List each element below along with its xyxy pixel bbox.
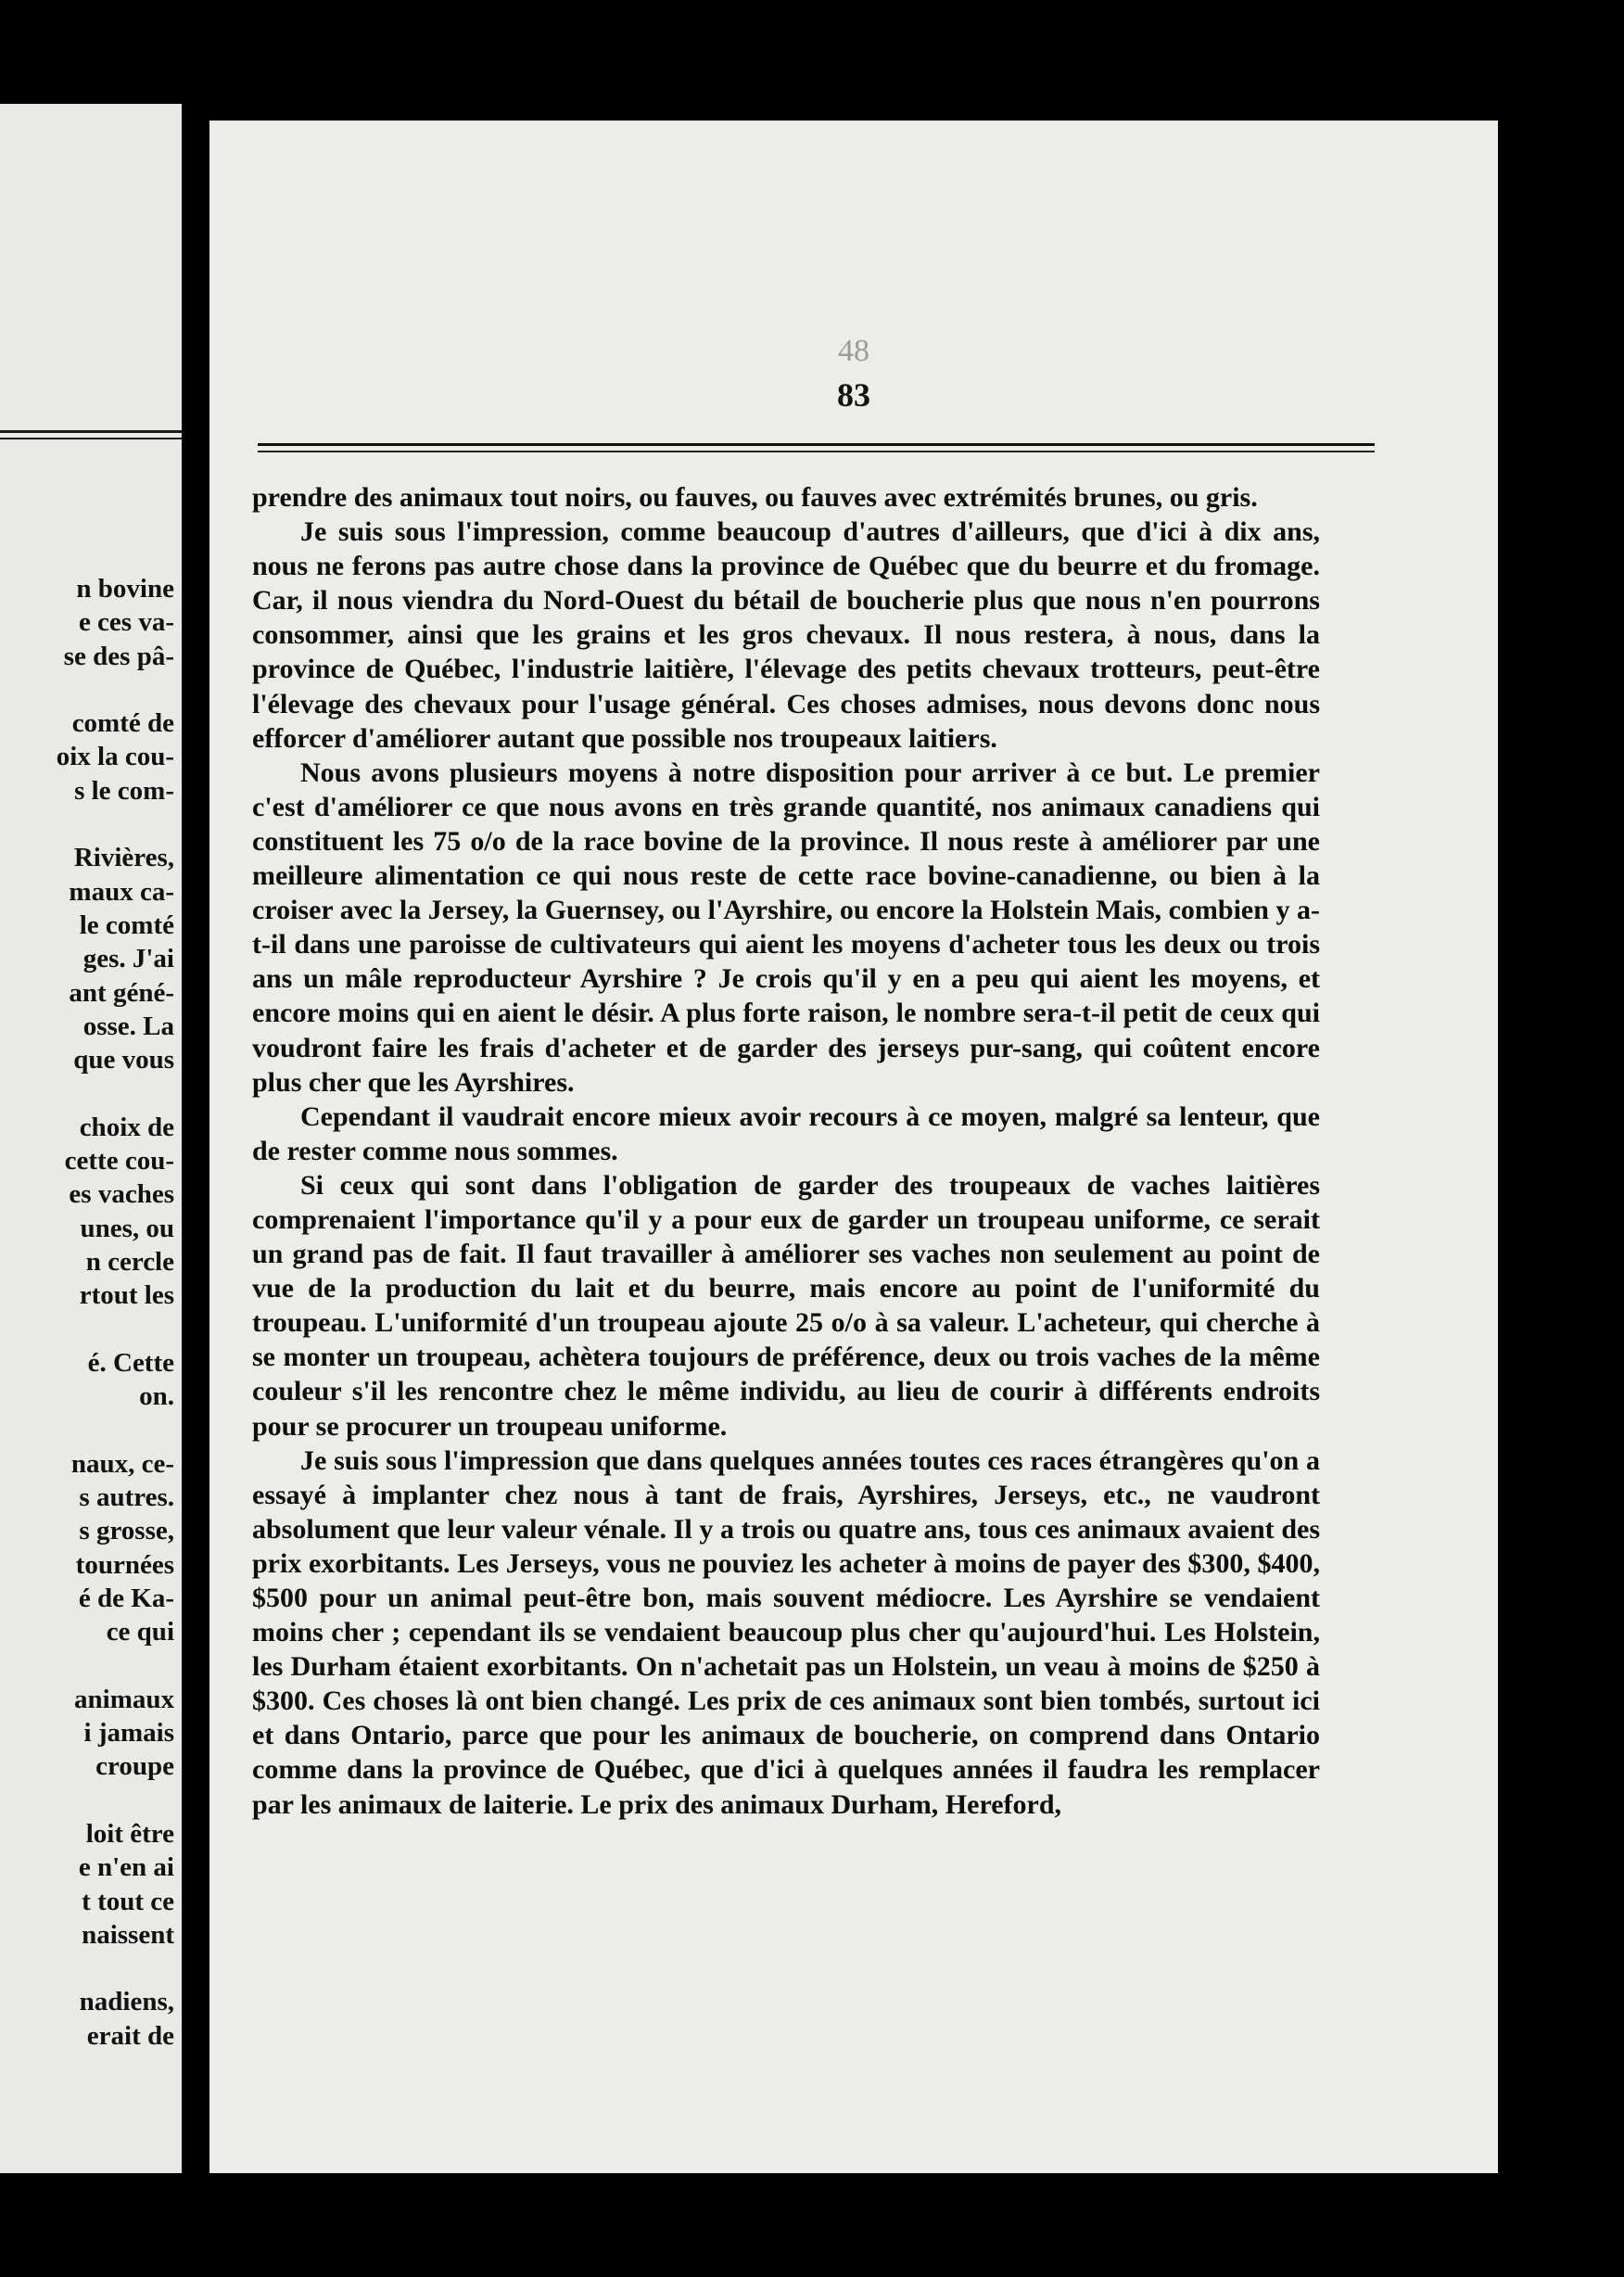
- left-page-line: erait de: [86, 2020, 174, 2051]
- left-page-line: s grosse,: [79, 1516, 174, 1546]
- left-page-line: croupe: [95, 1751, 174, 1782]
- left-page-line: [0, 808, 174, 841]
- left-page-line: [0, 673, 174, 706]
- left-page-line: nadiens,: [79, 1987, 174, 2017]
- left-page-line: [0, 1952, 174, 1985]
- left-page-line: tournées: [75, 1549, 174, 1580]
- left-page-line: é de Ka-: [78, 1583, 174, 1613]
- left-page-rule: [0, 438, 182, 439]
- paragraph: Nous avons plusieurs moyens à notre disposition pour arriver à ce but. Le premier c'est d'améliorer ce que nous avons en très grande quantité, nos animaux canadiens qui constituent les 75 o/o de la race bovine de la province. Il nous reste à améliorer par une meilleure alimentation ce qui nous reste de cette race bovine-canadienne, ou bien à la croiser avec la Jersey, la Guernsey, ou l'Ayrshire, ou encore la Holstein Mais, combien y a-t-il dans une paroisse de cultivateurs qui aient les moyens d'acheter tous les deux ou trois ans un mâle reproducteur Ayrshire ? Je crois qu'il y en a peu qui aient les moyens, et encore moins qui en aient le désir. A plus forte raison, le nombre sera-t-il petit de ceux qui voudront faire les frais d'acheter et de garder des jerseys pur-sang, qui coûtent encore plus cher que les Ayrshires.: [252, 757, 1320, 1098]
- left-page-line: le comté: [79, 910, 174, 940]
- faint-folio-number: 48: [838, 334, 869, 368]
- left-page-line: s autres.: [79, 1482, 174, 1513]
- body-text: [252, 480, 1320, 1822]
- left-page-line: loit être: [85, 1818, 174, 1849]
- paragraph: Je suis sous l'impression que dans quelques années toutes ces races étrangères qu'on a essayé à implanter chez nous à tant de frais, Ayrshires, Jerseys, etc., ne vaudront absolument que leur valeur vénale. Il y a trois ou quatre ans, tous ces animaux avaient des prix exorbitants. Les Jerseys, vous ne pouviez les acheter à moins de payer des $300, $400, $500 pour un animal peut-être bon, mais souvent médiocre. Les Ayrshire se vendaient moins cher ; cependant ils se vendaient beaucoup plus cher qu'aujourd'hui. Les Holstein, les Durham étaient exorbitants. On n'achetait pas un Holstein, un veau à moins de $250 à $300. Ces choses là ont bien changé. Les prix de ces animaux sont bien tombés, surtout ici et dans Ontario, parce que pour les animaux de boucherie, on comprend dans Ontario comme dans la province de Québec, que d'ici à quelques années il faudra les remplacer par les animaux de laiterie. Le prix des animaux Durham, Hereford,: [252, 1444, 1320, 1820]
- left-page-line: n bovine: [76, 574, 174, 604]
- page-number: 83: [837, 376, 870, 413]
- paragraph: Si ceux qui sont dans l'obligation de garder des troupeaux de vaches laitières comprenaient l'importance qu'il y a pour eux de garder un troupeau uniforme, ce serait un grand pas de fait. Il faut travailler à améliorer ses vaches non seulement au point de vue de la production du lait et du beurre, mais encore au point de l'uniformité du troupeau. L'uniformité d'un troupeau ajoute 25 o/o à sa valeur. L'acheteur, qui cherche à se monter un troupeau, achètera toujours de préférence, deux ou trois vaches de la même couleur s'il les rencontre chez le même individu, au lieu de courir à différents endroits pour se procurer un troupeau uniforme.: [252, 1169, 1320, 1442]
- left-page-line: naux, ce-: [70, 1448, 174, 1479]
- left-page-line: animaux: [74, 1684, 174, 1714]
- header-rule: [258, 451, 1375, 452]
- header-rule: [258, 443, 1375, 446]
- paragraph: Cependant il vaudrait encore mieux avoir recours à ce moyen, malgré sa lenteur, que de rester comme nous sommes.: [252, 1100, 1320, 1166]
- left-page-line: on.: [139, 1381, 174, 1412]
- left-page-line: Rivières,: [73, 843, 174, 873]
- left-page-line: cette cou-: [64, 1146, 174, 1177]
- left-page-line: naissent: [82, 1919, 174, 1950]
- left-page-line: oix la cou-: [56, 742, 174, 772]
- left-page-line: é. Cette: [87, 1347, 174, 1378]
- left-page-line: comté de: [71, 708, 174, 739]
- left-page-line: maux ca-: [69, 876, 174, 907]
- left-page-line: unes, ou: [80, 1213, 174, 1243]
- left-page-line: choix de: [79, 1112, 174, 1142]
- left-page-line: n cercle: [85, 1246, 174, 1277]
- adjacent-page-left: [0, 104, 182, 2173]
- scan-border: [0, 2173, 1624, 2277]
- left-page-line: [0, 1076, 174, 1110]
- left-page-line: e ces va-: [78, 607, 174, 638]
- left-page-line: [0, 1649, 174, 1683]
- left-page-line: ce qui: [106, 1617, 174, 1647]
- left-page-line: rtout les: [79, 1280, 174, 1311]
- left-page-line: es vaches: [69, 1179, 174, 1210]
- left-page-line: e n'en ai: [78, 1852, 174, 1883]
- left-page-line: se des pâ-: [63, 641, 174, 671]
- left-page-line: que vous: [73, 1045, 174, 1075]
- left-page-line: t tout ce: [82, 1886, 174, 1916]
- left-page-line: s le com-: [74, 775, 174, 806]
- left-page-line: [0, 1784, 174, 1817]
- book-gutter: [182, 104, 209, 2173]
- paragraph: prendre des animaux tout noirs, ou fauves, ou fauves avec extrémités brunes, ou gris.: [252, 482, 1258, 513]
- left-page-line: i jamais: [83, 1718, 174, 1749]
- left-page-line: ant géné-: [69, 977, 174, 1008]
- left-page-text: [0, 572, 174, 2053]
- left-page-rule: [0, 430, 182, 433]
- left-page-line: [0, 1413, 174, 1446]
- left-page-line: [0, 1313, 174, 1346]
- left-page-line: ges. J'ai: [82, 944, 174, 974]
- paragraph: Je suis sous l'impression, comme beaucoup d'autres d'ailleurs, que d'ici à dix ans, nous ne ferons pas autre chose dans la province de Québec que du beurre et du fromage. Car, il nous viendra du Nord-Ouest du bétail de boucherie plus que nous n'en pourrons consommer, ainsi que les grains et les gros chevaux. Il nous restera, à nous, dans la province de Québec, l'industrie laitière, l'élevage des petits chevaux trotteurs, peut-être l'élevage des chevaux pour l'usage général. Ces choses admises, nous devons donc nous efforcer d'améliorer autant que possible nos troupeaux laitiers.: [252, 516, 1320, 754]
- left-page-line: osse. La: [82, 1011, 174, 1041]
- page: [209, 121, 1498, 2173]
